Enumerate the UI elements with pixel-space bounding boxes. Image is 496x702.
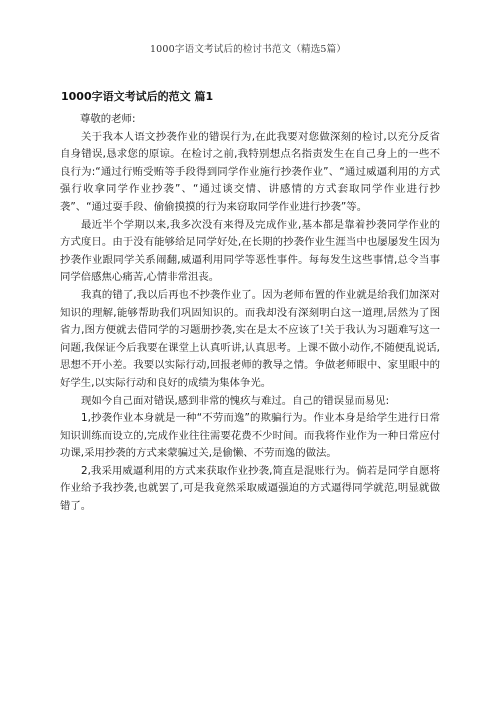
paragraph-4: 现如今自己面对错误,感到非常的愧疚与难过。自己的错误显而易见: [81, 394, 390, 407]
paragraph-2: 最近半个学期以来,我多次没有来得及完成作业,基本都是靠着抄袭同学作业的方式度日。由于没有能够给足同学好处,在长期的抄袭作业生涯当中也屡屡发生因为抄袭作业跟同学关系闹翻,威逼利用同学等恶性事件。每每发生这些事情,总令当事同学倍感焦心痛苦,心情非常沮丧。 [60, 218, 440, 284]
document-body [60, 88, 440, 516]
paragraph-3: 我真的错了,我以后再也不抄袭作业了。因为老师布置的作业就是给我们加深对知识的理解,能够帮助我们巩固知识的。而我却没有深刻明白这一道理,居然为了图省力,图方便就去借同学的习题册抄袭,实在是太不应该了!关于我认为习题难写这一问题,我保证今后我要在课堂上认真听讲,认真思考。上课不做小动作,不随便乱说话,思想不开小差。我要以实际行动,回报老师的教导之情。争做老师眼中、家里眼中的好学生,以实际行动和良好的成绩为集体争光。 [60, 288, 440, 389]
paragraph-5: 1,抄袭作业本身就是一种“不劳而逸”的欺骗行为。作业本身是给学生进行日常知识训练而设立的,完成作业往往需要花费不少时间。而我将作业作为一种日常应付功课,采用抄袭的方式来蒙骗过关,是偷懒、不劳而逸的做法。 [60, 412, 440, 460]
section-title: 1000字语文考试后的范文 篇1 [61, 90, 214, 103]
paragraph-1: 关于我本人语文抄袭作业的错误行为,在此我要对您做深刻的检讨,以充分反省自身错误,恳求您的原谅。在检讨之前,我特别想点名指责发生在自己身上的一些不良行为:“通过行贿受贿等手段得到同学作业施行抄袭作业”、“通过威逼利用的方式强行收拿同学作业抄袭”、“通过谈交情、讲感情的方式套取同学作业进行抄袭”、“通过耍手段、偷偷摸摸的行为来窃取同学作业进行抄袭”等。 [60, 130, 440, 213]
salutation: 尊敬的老师: [80, 113, 136, 125]
paragraph-6: 2,我采用威逼利用的方式来获取作业抄袭,简直是混账行为。倘若是同学自愿将作业给予我抄袭,也就罢了,可是我竟然采取威逼强迫的方式逼得同学就范,明显就做错了。 [60, 464, 440, 513]
page-header-title: 1000字语文考试后的检讨书范文（精选5篇） [149, 44, 347, 55]
